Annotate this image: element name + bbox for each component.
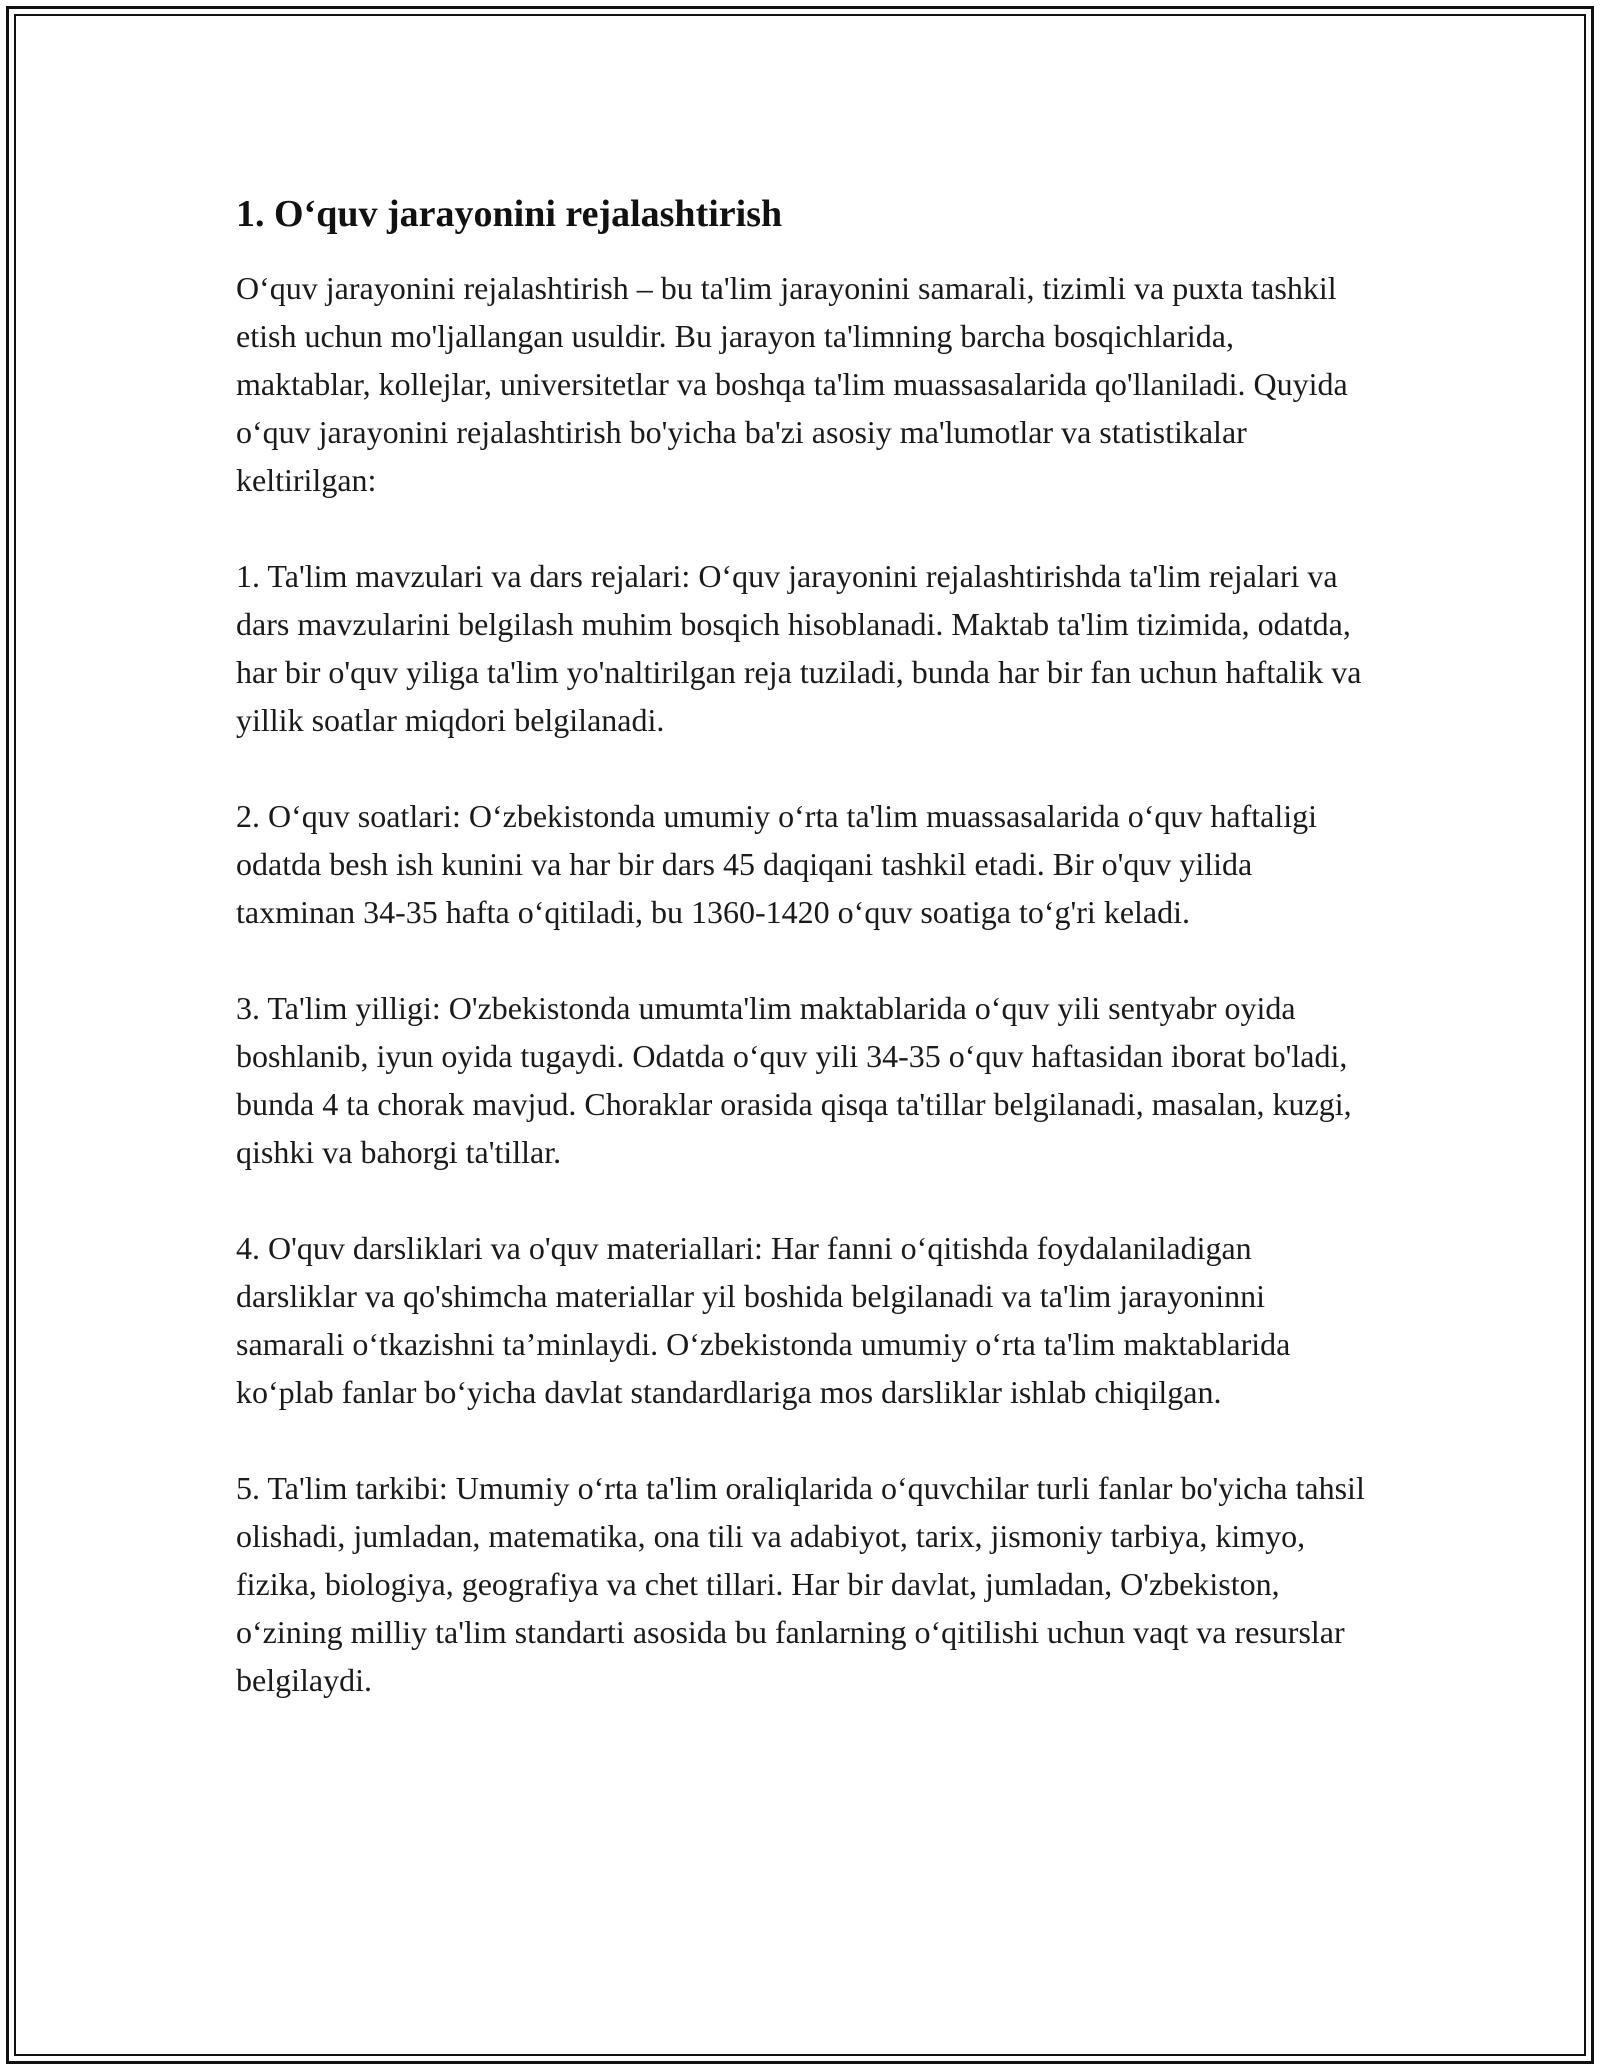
section-heading: 1. O‘quv jarayonini rejalashtirish: [236, 193, 783, 235]
paragraph-textbooks: 4. O'quv darsliklari va o'quv materiallari: Har fanni o‘qitishda foydalaniladigan darsliklar va qo'shimcha materiallar yil boshida belgilanadi va ta'lim jarayoninni samarali o‘tkazishni ta’minlaydi. O‘zbekistonda umumiy o‘rta ta'lim maktablarida ko‘plab fanlar bo‘yicha davlat standardlariga mos darsliklar ishlab chiqilgan.: [236, 1230, 1291, 1410]
intro-paragraph: O‘quv jarayonini rejalashtirish – bu ta'lim jarayonini samarali, tizimli va puxta tashkil etish uchun mo'ljallangan usuldir. Bu jarayon ta'limning barcha bosqichlarida, maktablar, kollejlar, universitetlar va boshqa ta'lim muassasalarida qo'llaniladi. Quyida o‘quv jarayonini rejalashtirish bo'yicha ba'zi asosiy ma'lumotlar va statistikalar keltirilgan:: [236, 270, 1348, 498]
paragraph-curriculum-structure: 5. Ta'lim tarkibi: Umumiy o‘rta ta'lim oraliqlarida o‘quvchilar turli fanlar bo'yicha tahsil olishadi, jumladan, matematika, ona tili va adabiyot, tarix, jismoniy tarbiya, kimyo, fizika, biologiya, geografiya va chet tillari. Har bir davlat, jumladan, O'zbekiston, o‘zining milliy ta'lim standarti asosida bu fanlarning o‘qitilishi uchun vaqt va resurslar belgilaydi.: [236, 1470, 1365, 1698]
paragraph-lesson-topics: 1. Ta'lim mavzulari va dars rejalari: O‘quv jarayonini rejalashtirishda ta'lim rejalari va dars mavzularini belgilash muhim bosqich hisoblanadi. Maktab ta'lim tizimida, odatda, har bir o'quv yiliga ta'lim yo'naltirilgan reja tuziladi, bunda har bir fan uchun haftalik va yillik soatlar miqdori belgilanadi.: [236, 558, 1362, 738]
paragraph-study-hours: 2. O‘quv soatlari: O‘zbekistonda umumiy o‘rta ta'lim muassasalarida o‘quv haftaligi odatda besh ish kunini va har bir dars 45 daqiqani tashkil etadi. Bir o'quv yilida taxminan 34-35 hafta o‘qitiladi, bu 1360-1420 o‘quv soatiga to‘g'ri keladi.: [236, 798, 1318, 930]
document-body: [236, 186, 1366, 1752]
paragraph-academic-year: 3. Ta'lim yilligi: O'zbekistonda umumta'lim maktablarida o‘quv yili sentyabr oyida boshlanib, iyun oyida tugaydi. Odatda o‘quv yili 34-35 o‘quv haftasidan iborat bo'ladi, bunda 4 ta chorak mavjud. Choraklar orasida qisqa ta'tillar belgilanadi, masalan, kuzgi, qishki va bahorgi ta'tillar.: [236, 990, 1352, 1170]
